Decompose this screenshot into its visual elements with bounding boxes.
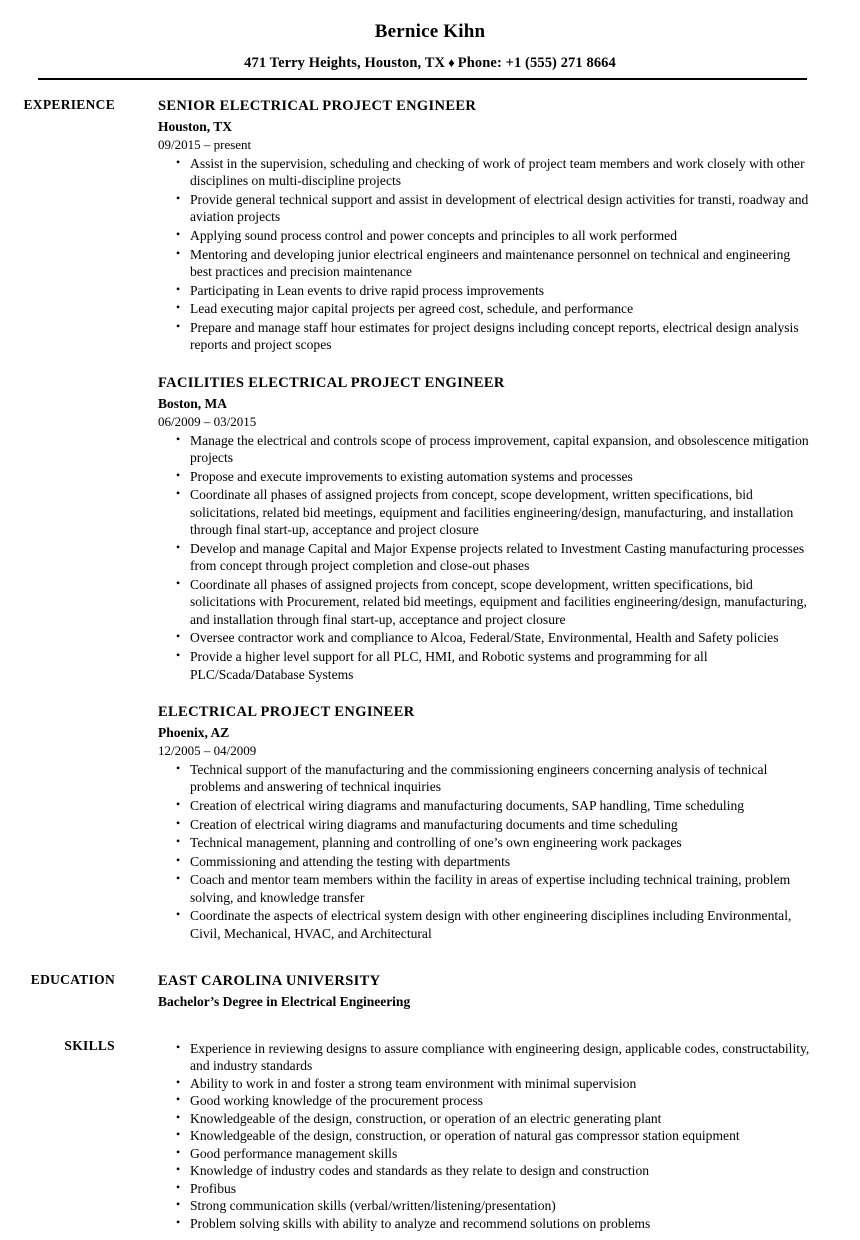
job-bullet: • Assist in the supervision, scheduling and checking of work of project team members and work closely with other disciplines on multi-discipline projects (158, 155, 812, 190)
skill-bullet: • Knowledgeable of the design, construction, or operation of natural gas compressor station equipment (158, 1127, 812, 1145)
job-dates: 12/2005 – 04/2009 (158, 743, 257, 759)
job-bullet: • Manage the electrical and controls scope of process improvement, capital expansion, and obsolescence mitigation projects (158, 432, 812, 467)
section-label-skills: SKILLS (64, 1037, 115, 1053)
skill-bullet: • Experience in reviewing designs to assure compliance with engineering design, applicable codes, constructability, and industry standards (158, 1040, 812, 1075)
job-bullet: • Provide general technical support and assist in development of electrical design activities for transti, roadway and aviation projects (158, 191, 812, 226)
job-bullet: • Technical support of the manufacturing and the commissioning engineers concerning analysis of technical problems and answering of technical inquiries (158, 761, 812, 796)
job-bullet: • Propose and execute improvements to existing automation systems and processes (158, 468, 812, 486)
experience-body (115, 97, 860, 942)
job-title: FACILITIES ELECTRICAL PROJECT ENGINEER (158, 374, 505, 391)
contact-line (0, 55, 860, 72)
header-divider (38, 78, 807, 80)
skill-bullet: • Ability to work in and foster a strong team environment with minimal supervision (158, 1075, 812, 1093)
job-location: Boston, MA (158, 395, 228, 411)
job-title: ELECTRICAL PROJECT ENGINEER (158, 704, 415, 721)
skills-body (115, 1038, 860, 1233)
job-entry (158, 703, 812, 942)
diamond-separator-icon: ♦ (448, 54, 455, 70)
job-bullet: • Applying sound process control and power concepts and principles to all work performed (158, 227, 812, 245)
job-bullet: • Develop and manage Capital and Major Expense projects related to Investment Casting manufacturing processes from concept through project completion and close-out phases (158, 540, 812, 575)
skill-bullet: • Good working knowledge of the procurement process (158, 1092, 812, 1110)
resume-header (0, 0, 860, 80)
job-location: Houston, TX (158, 119, 233, 135)
skill-bullet: • Knowledge of industry codes and standards as they relate to design and construction (158, 1162, 812, 1180)
education-entry (158, 972, 812, 1010)
education-school: EAST CAROLINA UNIVERSITY (158, 973, 381, 990)
job-bullet: • Mentoring and developing junior electrical engineers and maintenance personnel on technical and engineering best practices and precision maintenance (158, 246, 812, 281)
education-degree: Bachelor’s Degree in Electrical Engineering (158, 994, 411, 1010)
skill-bullet: • Problem solving skills with ability to analyze and recommend solutions on problems (158, 1215, 812, 1233)
education-section (0, 972, 860, 1010)
education-body (115, 972, 860, 1010)
job-dates: 06/2009 – 03/2015 (158, 414, 257, 429)
candidate-phone: Phone: +1 (555) 271 8664 (457, 54, 616, 71)
job-bullet: • Commissioning and attending the testing with departments (158, 853, 812, 871)
section-label-education: EDUCATION (30, 972, 115, 988)
candidate-address: 471 Terry Heights, Houston, TX (244, 54, 446, 71)
job-bullet: • Provide a higher level support for all PLC, HMI, and Robotic systems and programming for all PLC/Scada/Database Systems (158, 648, 812, 683)
job-bullet: • Coordinate the aspects of electrical system design with other engineering disciplines including Environmental, Civil, Mechanical, HVAC, and Architectural (158, 907, 812, 942)
skill-bullet: • Strong communication skills (verbal/written/listening/presentation) (158, 1197, 812, 1215)
job-bullet: • Oversee contractor work and compliance to Alcoa, Federal/State, Environmental, Health and Safety policies (158, 629, 812, 647)
job-entry (158, 374, 812, 683)
skill-bullet: • Knowledgeable of the design, construction, or operation of an electric generating plant (158, 1110, 812, 1128)
job-title: SENIOR ELECTRICAL PROJECT ENGINEER (158, 97, 477, 114)
job-entry (158, 97, 812, 354)
job-bullet: • Creation of electrical wiring diagrams and manufacturing documents, SAP handling, Time scheduling (158, 797, 812, 815)
job-location: Phoenix, AZ (158, 725, 230, 741)
job-bullet-list (158, 155, 812, 354)
skills-bullet-list (158, 1040, 812, 1233)
job-bullet: • Lead executing major capital projects per agreed cost, schedule, and performance (158, 300, 812, 318)
skills-section (0, 1038, 860, 1233)
job-bullet: • Coach and mentor team members within the facility in areas of expertise including technical training, problem solving, and knowledge transfer (158, 871, 812, 906)
job-bullet: • Coordinate all phases of assigned projects from concept, scope development, written specifications, bid solicitations, related bid meetings, equipment and facilities engineering/design, manufacturing, and installation through final start-up, acceptance and project closure (158, 486, 812, 539)
job-bullet: • Participating in Lean events to drive rapid process improvements (158, 282, 812, 300)
section-label-experience: EXPERIENCE (23, 96, 115, 112)
job-bullet: • Prepare and manage staff hour estimates for project designs including concept reports, electrical design analysis reports and project scopes (158, 319, 812, 354)
job-bullet: • Creation of electrical wiring diagrams and manufacturing documents and time scheduling (158, 816, 812, 834)
job-bullet: • Technical management, planning and controlling of one’s own engineering work packages (158, 834, 812, 852)
job-bullet-list (158, 761, 812, 942)
job-bullet-list (158, 432, 812, 683)
job-bullet: • Coordinate all phases of assigned projects from concept, scope development, written specifications, bid solicitations with Procurement, related bid meetings, equipment and facilities engineering/design, manufacturing, and installation through final start-up, acceptance and project closure (158, 576, 812, 629)
skill-bullet: • Profibus (158, 1180, 812, 1198)
skill-bullet: • Good performance management skills (158, 1145, 812, 1163)
job-dates: 09/2015 – present (158, 137, 252, 153)
candidate-name: Bernice Kihn (374, 21, 486, 42)
experience-section (0, 97, 860, 942)
